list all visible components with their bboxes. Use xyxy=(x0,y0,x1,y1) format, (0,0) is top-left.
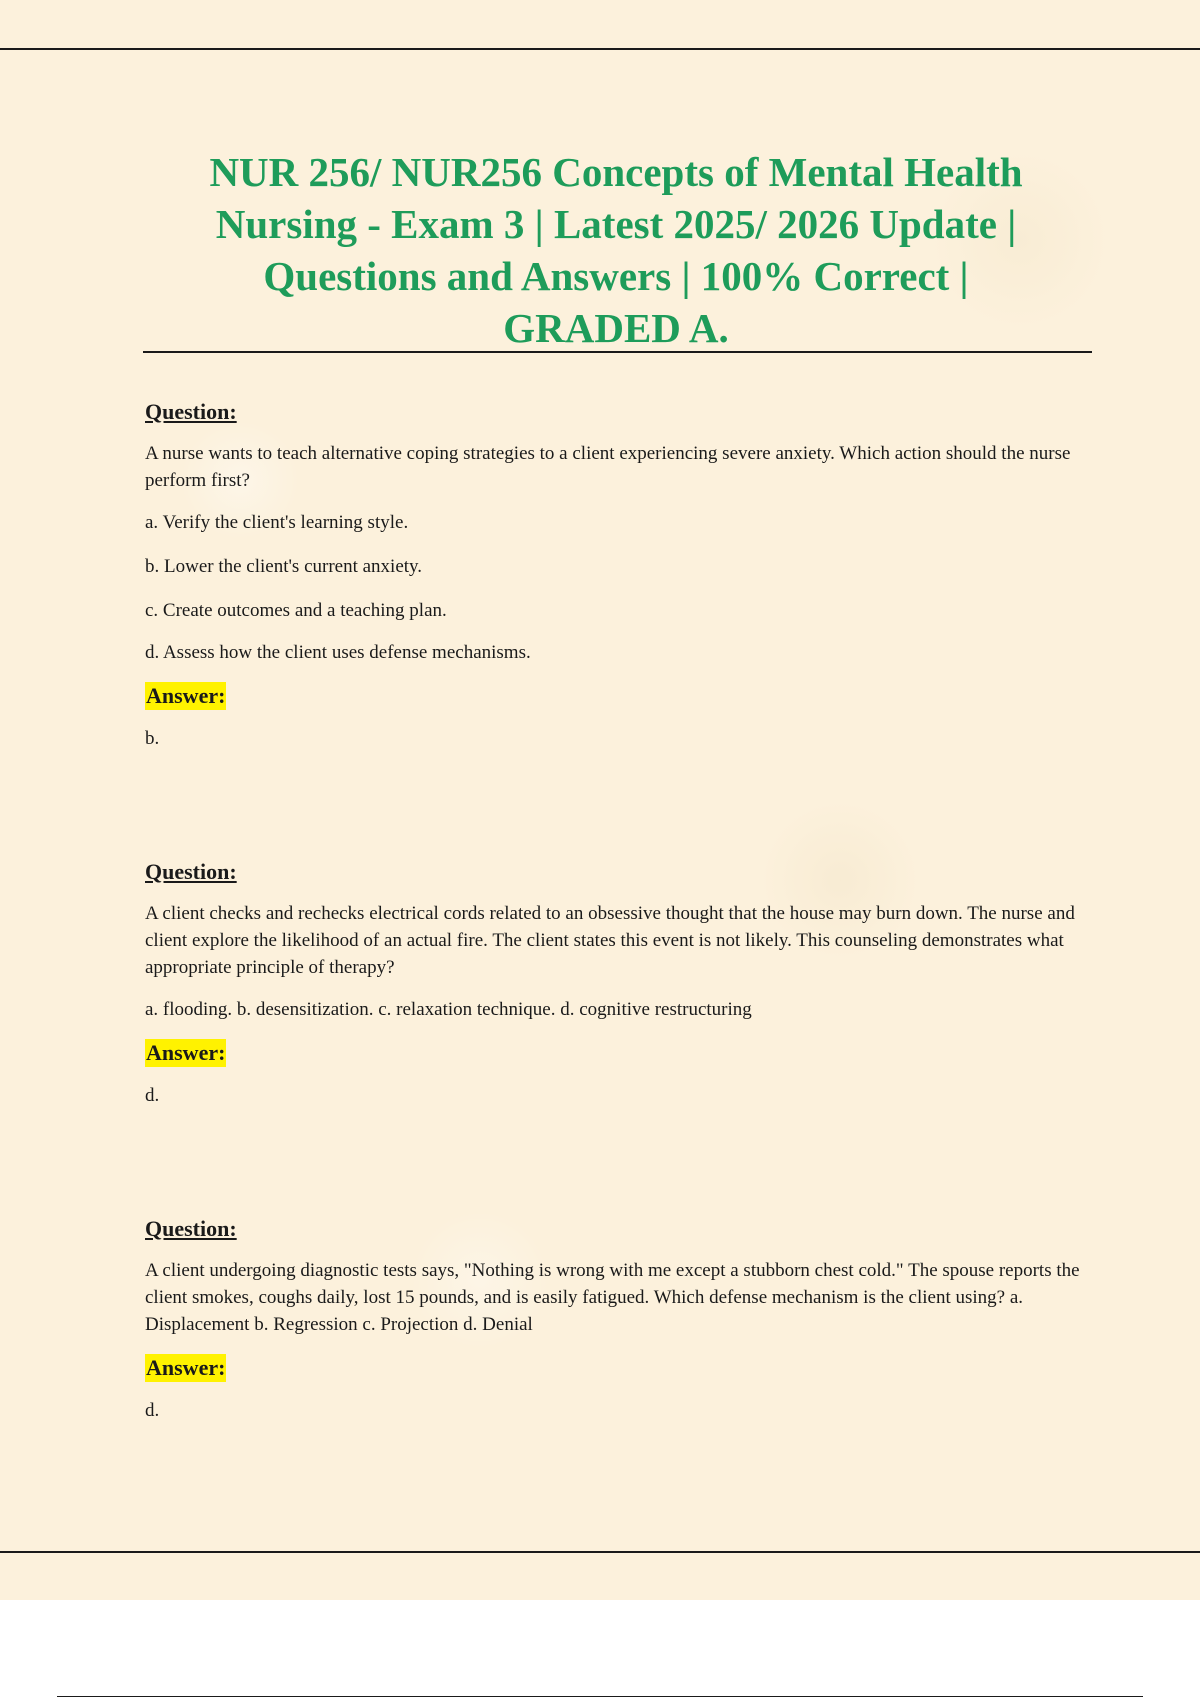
title-line: GRADED A. xyxy=(503,305,729,351)
footer-rule xyxy=(57,1696,1143,1697)
answer-value: d. xyxy=(145,1085,160,1106)
question-text: A nurse wants to teach alternative coping strategies to a client experiencing severe anxiety. Which action should the nurse perform first? xyxy=(145,443,1071,491)
answer-label: Answer: xyxy=(146,1355,226,1380)
answer-value: d. xyxy=(145,1400,160,1421)
question-label: Question: xyxy=(145,399,237,424)
question-text: A client checks and rechecks electrical cords related to an obsessive thought that the house may burn down. The nurse and client explore the likelihood of an actual fire. The client states this event is not likely. This counseling demonstrates what appropriate principle of therapy? xyxy=(145,903,1075,978)
title-line: Questions and Answers | 100% Correct | xyxy=(263,253,969,299)
answer-option: a. flooding. b. desensitization. c. relaxation technique. d. cognitive restructuring xyxy=(145,999,752,1020)
title-line: Nursing - Exam 3 | Latest 2025/ 2026 Update | xyxy=(215,201,1017,247)
answer-option: c. Create outcomes and a teaching plan. xyxy=(145,600,447,621)
answer-option: a. Verify the client's learning style. xyxy=(145,512,409,533)
answer-option: b. Lower the client's current anxiety. xyxy=(145,556,423,577)
question-block xyxy=(145,398,1085,752)
answer-option: d. Assess how the client uses defense mechanisms. xyxy=(145,642,531,663)
bottom-rule xyxy=(0,1551,1200,1553)
title-line: NUR 256/ NUR256 Concepts of Mental Health xyxy=(209,149,1023,195)
question-text: A client undergoing diagnostic tests says, "Nothing is wrong with me except a stubborn chest cold." The spouse reports the client smokes, coughs daily, lost 15 pounds, and is easily fatigued. Which defense mechanism is the client using? a. Displacement b. Regression c. Projection d. Denial xyxy=(145,1260,1080,1335)
answer-label: Answer: xyxy=(146,683,226,708)
document-title xyxy=(145,146,1087,354)
question-block xyxy=(145,1215,1085,1424)
answer-label: Answer: xyxy=(146,1040,226,1065)
question-block xyxy=(145,858,1085,1109)
questions-list xyxy=(145,398,1085,1424)
title-underline xyxy=(143,351,1092,353)
question-label: Question: xyxy=(145,1216,237,1241)
answer-value: b. xyxy=(145,728,160,749)
top-rule xyxy=(0,48,1200,50)
question-label: Question: xyxy=(145,859,237,884)
